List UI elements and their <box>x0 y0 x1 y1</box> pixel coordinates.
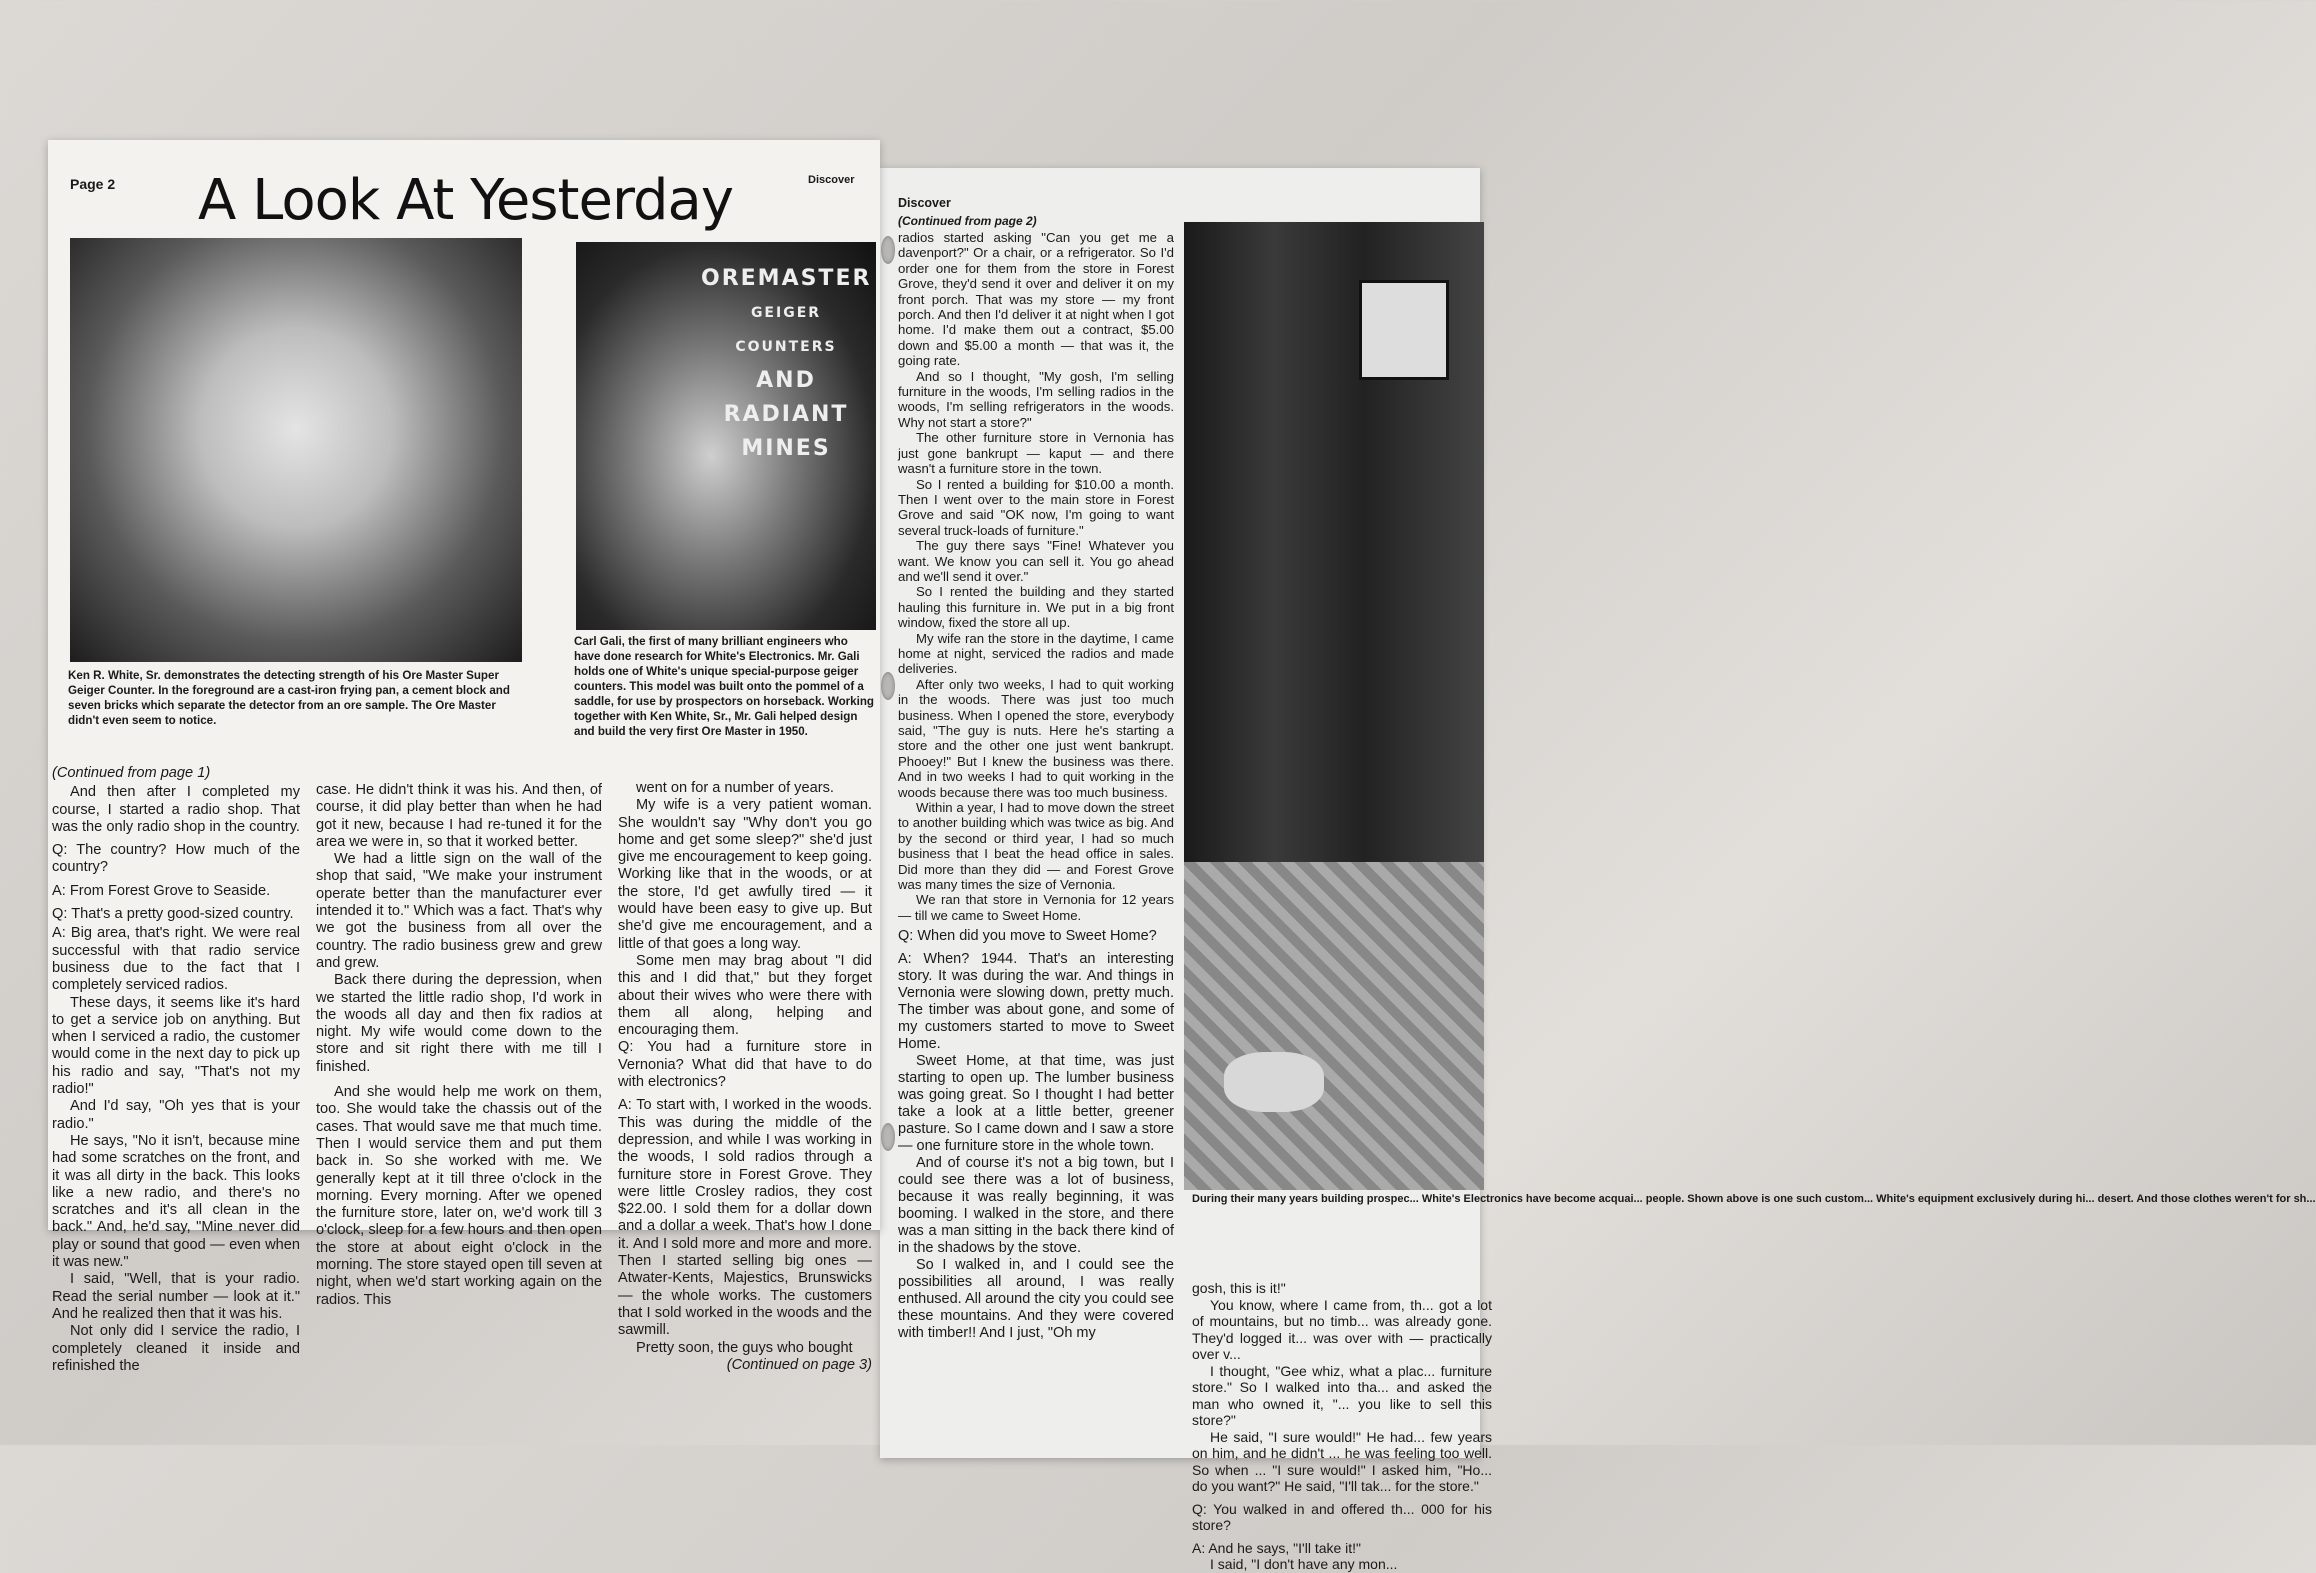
paragraph: He said, "I sure would!" He had... few years on him, and he didn't ... he was feeling too well. So when ... "I sure would!" I asked him, "Ho... do you want?" He said, "I'll tak... for the store." <box>1192 1428 1492 1494</box>
wall-frame <box>1359 280 1449 380</box>
paragraph: So I walked in, and I could see the possibilities all around, I was really enthused. All around the city you could see these mountains. And they were covered with timber!! And I just, "Oh my <box>898 1256 1174 1341</box>
prospector-photo <box>1184 222 1484 1190</box>
ken-white-photo <box>70 238 522 662</box>
paragraph: So I rented a building for $10.00 a month. Then I went over to the main store in Forest Grove and said "OK now, I'm going to want several truck-loads of furniture." <box>898 476 1174 538</box>
paragraph: Not only did I service the radio, I completely cleaned it inside and refinished the <box>52 1323 300 1374</box>
continued-from: (Continued from page 1) <box>52 765 211 781</box>
paragraph: Back there during the depression, when we started the little radio shop, I'd work in the woods all day and then fix radios at night. My wife would come down to the store and sit right there with me till I finished. <box>316 972 602 1075</box>
paragraph: A: And he says, "I'll take it!" <box>1192 1539 1362 1556</box>
paragraph: And so I thought, "My gosh, I'm selling furniture in the woods, I'm selling radios in the woods, I'm selling refrigerators in the woods. Why not start a store?" <box>898 368 1174 430</box>
photo-sign <box>701 262 871 466</box>
paragraph: So I rented the building and they started hauling this furniture in. We put in a big front window, fixed the store all up. <box>898 584 1174 631</box>
paragraph: My wife ran the store in the daytime, I came home at night, serviced the radios and made deliveries. <box>898 630 1174 677</box>
paragraph: The other furniture store in Vernonia has just gone bankrupt — kaput — and there wasn't a furniture store in the town. <box>898 430 1174 477</box>
paragraph: case. He didn't think it was his. And then, of course, it did play better than when he had got it new, because I had re-tuned it for the area we were in, so that it worked better. <box>316 782 602 850</box>
ore-rock <box>1224 1052 1324 1112</box>
paragraph: And then after I completed my course, I started a radio shop. That was the only radio shop in the country. <box>52 784 300 835</box>
photo-caption-right: During their many years building prospec... White's Electronics have become acquai... people. Shown above is one such custom... White's equipment exclusively during hi... desert. And those clothes weren't for sh... <box>1192 1193 2316 1205</box>
left-magazine-page <box>48 140 880 1374</box>
article-column-right <box>898 230 1174 1342</box>
continued-from: (Continued from page 2) <box>898 214 1037 228</box>
paragraph: After only two weeks, I had to quit working in the woods. There was just too much business. When I opened the store, everybody said, "The guy is nuts. Here he's starting a store and the other one just went bankrupt. Phooey!" But I knew the business was there. And in two weeks I had to quit working in the woods because there was too much business. <box>898 676 1174 800</box>
binder-hole <box>881 672 895 700</box>
paragraph: I said, "I don't have any mon... <box>1210 1556 1398 1572</box>
section-label: Discover <box>808 174 855 186</box>
paragraph: went on for a number of years. <box>636 780 834 796</box>
paragraph: These days, it seems like it's hard to get a service job on anything. But when I serviced a radio, the customer would come in the next day to pick up his radio and say, "That's not my radio!" <box>52 994 300 1098</box>
paragraph: Q: You had a furniture store in Vernonia? What did that have to do with electronics? <box>618 1039 872 1091</box>
paragraph: And she would help me work on them, too. She would take the chassis out of the cases. That would save me that much time. Then I would service them and put them back in. So she worked with me. We generally kept at it till three o'clock in the morning. Every morning. After we opened the furniture store, later on, we'd work till 3 o'clock, sleep for a few hours and then open the store at about eight o'clock in the morning. The store stayed open till seven at night, when we'd start working again on the radios. This <box>316 1084 602 1308</box>
paragraph: radios started asking "Can you get me a davenport?" Or a chair, or a refrigerator. So I'd order one for them from the store in Forest Grove, they'd send it over and deliver it on my front porch. That was my store — my front porch. And then I'd deliver it at night when I got home. I'd make them out a contract, $5.00 down and $5.00 a month — that was it, the going rate. <box>898 230 1174 369</box>
sign-line: MINES <box>741 436 831 461</box>
paragraph: And I'd say, "Oh yes that is your radio." <box>52 1098 300 1132</box>
page-number: Page 2 <box>70 176 116 192</box>
article-column-right-2 <box>1192 1280 1492 1573</box>
paragraph: And of course it's not a big town, but I could see there was a lot of business, because it was really beginning, it was booming. I walked in the store, and there was a man sitting in the back there kind of in the shadows by the stove. <box>898 1154 1174 1256</box>
paragraph: We ran that store in Vernonia for 12 years — till we came to Sweet Home. <box>898 892 1174 923</box>
carl-gali-photo <box>576 242 876 630</box>
paragraph: He says, "No it isn't, because mine had some scratches on the front, and it was all dirty in the back. This looks like a new radio, and there's no scratches and it's all clean in the back." And, he'd say, "Mine never did play or sound that good — even when it was new." <box>52 1132 300 1271</box>
right-magazine-page <box>880 168 2316 1572</box>
continued-on: (Continued on page 3) <box>726 1356 872 1373</box>
article-column-3 <box>618 780 872 1374</box>
paragraph: My wife is a very patient woman. She wouldn't say "Why don't you go home and get some sleep?" she'd just give me encouragement to keep going. Working like that in the woods, or at the store, I'd get awfully tired — it would have been easy to give up. But she'd give me encouragement, and a little of that goes a long way. <box>618 797 872 952</box>
section-label: Discover <box>898 196 951 210</box>
page-title: A Look At Yesterday <box>198 168 734 233</box>
paragraph: Pretty soon, the guys who bought <box>636 1339 853 1356</box>
paragraph: gosh, this is it!" <box>1192 1280 1286 1296</box>
paragraph: A: Big area, that's right. We were real successful with that radio service business due to the fact that I completely serviced radios. <box>52 925 300 994</box>
paragraph: The guy there says "Fine! Whatever you want. We know you can sell it. You go ahead and we'll send it over." <box>898 538 1174 584</box>
binder-hole <box>881 236 895 264</box>
paragraph: You know, where I came from, th... got a lot of mountains, but no timb... was already gone. They'd logged it... was over with — practically over v... <box>1192 1296 1492 1362</box>
photo-caption-center: Carl Gali, the first of many brilliant engineers who have done research for White's Electronics. Mr. Gali holds one of White's unique special-purpose geiger counters. This model was built onto the pommel of a saddle, for use by prospectors on horseback. Working together with Ken White, Sr., Mr. Gali helped design and build the very first Ore Master in 1950. <box>574 635 875 738</box>
paragraph: A: To start with, I worked in the woods. This was during the middle of the depression, and while I was working in the woods, I sold radios through a furniture store in Forest Grove. They were little Crosley radios, they cost $22.00. I sold them for a dollar down and a dollar a week. That's how I done it. And I sold more and more and more. Then I started selling big ones — Atwater-Kents, Majestics, Brunswicks — the whole works. The customers that I sold worked in the woods and the sawmill. <box>618 1097 872 1339</box>
sign-line: AND <box>756 368 816 393</box>
article-column-1 <box>52 765 300 1375</box>
paragraph: Q: That's a pretty good-sized country. <box>52 906 294 923</box>
parquet-floor <box>1184 862 1484 1190</box>
paragraph: Some men may brag about "I did this and I did that," but they forget about their wives who were there with them all along, helping and encouraging them. <box>618 952 872 1039</box>
paragraph: I thought, "Gee whiz, what a plac... furniture store." So I walked into tha... and asked the man who owned it, "... you like to sell this store?" <box>1192 1362 1492 1428</box>
paragraph: We had a little sign on the wall of the shop that said, "We make your instrument operate better than the manufacturer ever intended it to." Which was a fact. That's why we got the business from all over the country. The radio business grew and grew and grew. <box>316 851 602 971</box>
article-column-2 <box>316 782 602 1309</box>
paragraph: Within a year, I had to move down the street to another building which was twice as big. And by the second or third year, I had so much business that I beat the head office in sales. Did more than they did — and Forest Grove was many times the size of Vernonia. <box>898 800 1174 893</box>
paragraph: Q: The country? How much of the country? <box>52 842 300 876</box>
binder-hole <box>881 1123 895 1151</box>
paragraph: Q: You walked in and offered th... 000 for his store? <box>1192 1500 1492 1533</box>
paragraph: I said, "Well, that is your radio. Read the serial number — look at it." And he realized then that it was his. <box>52 1271 300 1322</box>
paragraph: Sweet Home, at that time, was just starting to open up. The lumber business was going great. So I thought I had better take a look at a little better, greener pasture. So I came down and I saw a store — one furniture store in the whole town. <box>898 1052 1174 1154</box>
photo-caption-left: Ken R. White, Sr. demonstrates the detecting strength of his Ore Master Super Geiger Counter. In the foreground are a cast-iron frying pan, a cement block and seven bricks which separate the detector from an ore sample. The Ore Master didn't even seem to notice. <box>68 669 510 727</box>
sign-line: GEIGER COUNTERS <box>735 305 837 355</box>
paragraph: A: From Forest Grove to Seaside. <box>52 882 271 899</box>
sign-line: RADIANT <box>723 402 849 427</box>
paragraph: Q: When did you move to Sweet Home? <box>898 928 1157 945</box>
sign-line: OREMASTER <box>701 266 872 291</box>
paragraph: A: When? 1944. That's an interesting story. It was during the war. And things in Vernonia were slowing down, pretty much. The timber was about gone, and some of my customers started to move to Sweet Home. <box>898 950 1174 1052</box>
